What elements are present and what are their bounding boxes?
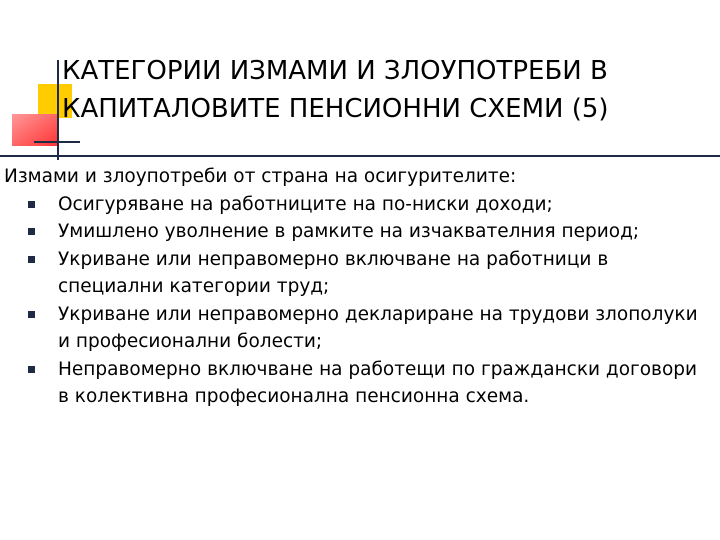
bullet-text: Умишлено уволнение в рамките на изчаквателния период; xyxy=(58,221,640,242)
bullet-item xyxy=(4,218,704,246)
slide-content xyxy=(4,163,704,411)
bullet-text: Осигуряване на работниците на по-ниски доходи; xyxy=(58,193,553,215)
square-bullet-icon xyxy=(28,228,35,235)
bullet-text: Укриване или неправомерно включване на работници в специални категории труд; xyxy=(58,248,609,297)
bullet-item xyxy=(4,356,704,411)
bullet-item xyxy=(4,246,704,301)
square-bullet-icon xyxy=(28,366,35,373)
bullet-item xyxy=(4,191,704,219)
slide-title: КАТЕГОРИИ ИЗМАМИ И ЗЛОУПОТРЕБИ В КАПИТАЛОВИТЕ ПЕНСИОННИ СХЕМИ (5) xyxy=(62,56,609,124)
square-bullet-icon xyxy=(28,311,35,318)
bullet-text: Укриване или неправомерно деклариране на трудови злополуки и професионални болести; xyxy=(58,303,698,352)
decorative-horizontal-line xyxy=(34,141,80,143)
decorative-vertical-line xyxy=(57,60,59,160)
square-bullet-icon xyxy=(28,201,35,208)
bullet-item xyxy=(4,301,704,356)
square-bullet-icon xyxy=(28,256,35,263)
bullet-text: Неправомерно включване на работещи по граждански договори в колективна професионална пенсионна схема. xyxy=(58,358,698,407)
bullet-list xyxy=(4,191,704,411)
title-divider xyxy=(0,155,720,157)
intro-text: Измами и злоупотреби от страна на осигурителите: xyxy=(4,166,517,187)
